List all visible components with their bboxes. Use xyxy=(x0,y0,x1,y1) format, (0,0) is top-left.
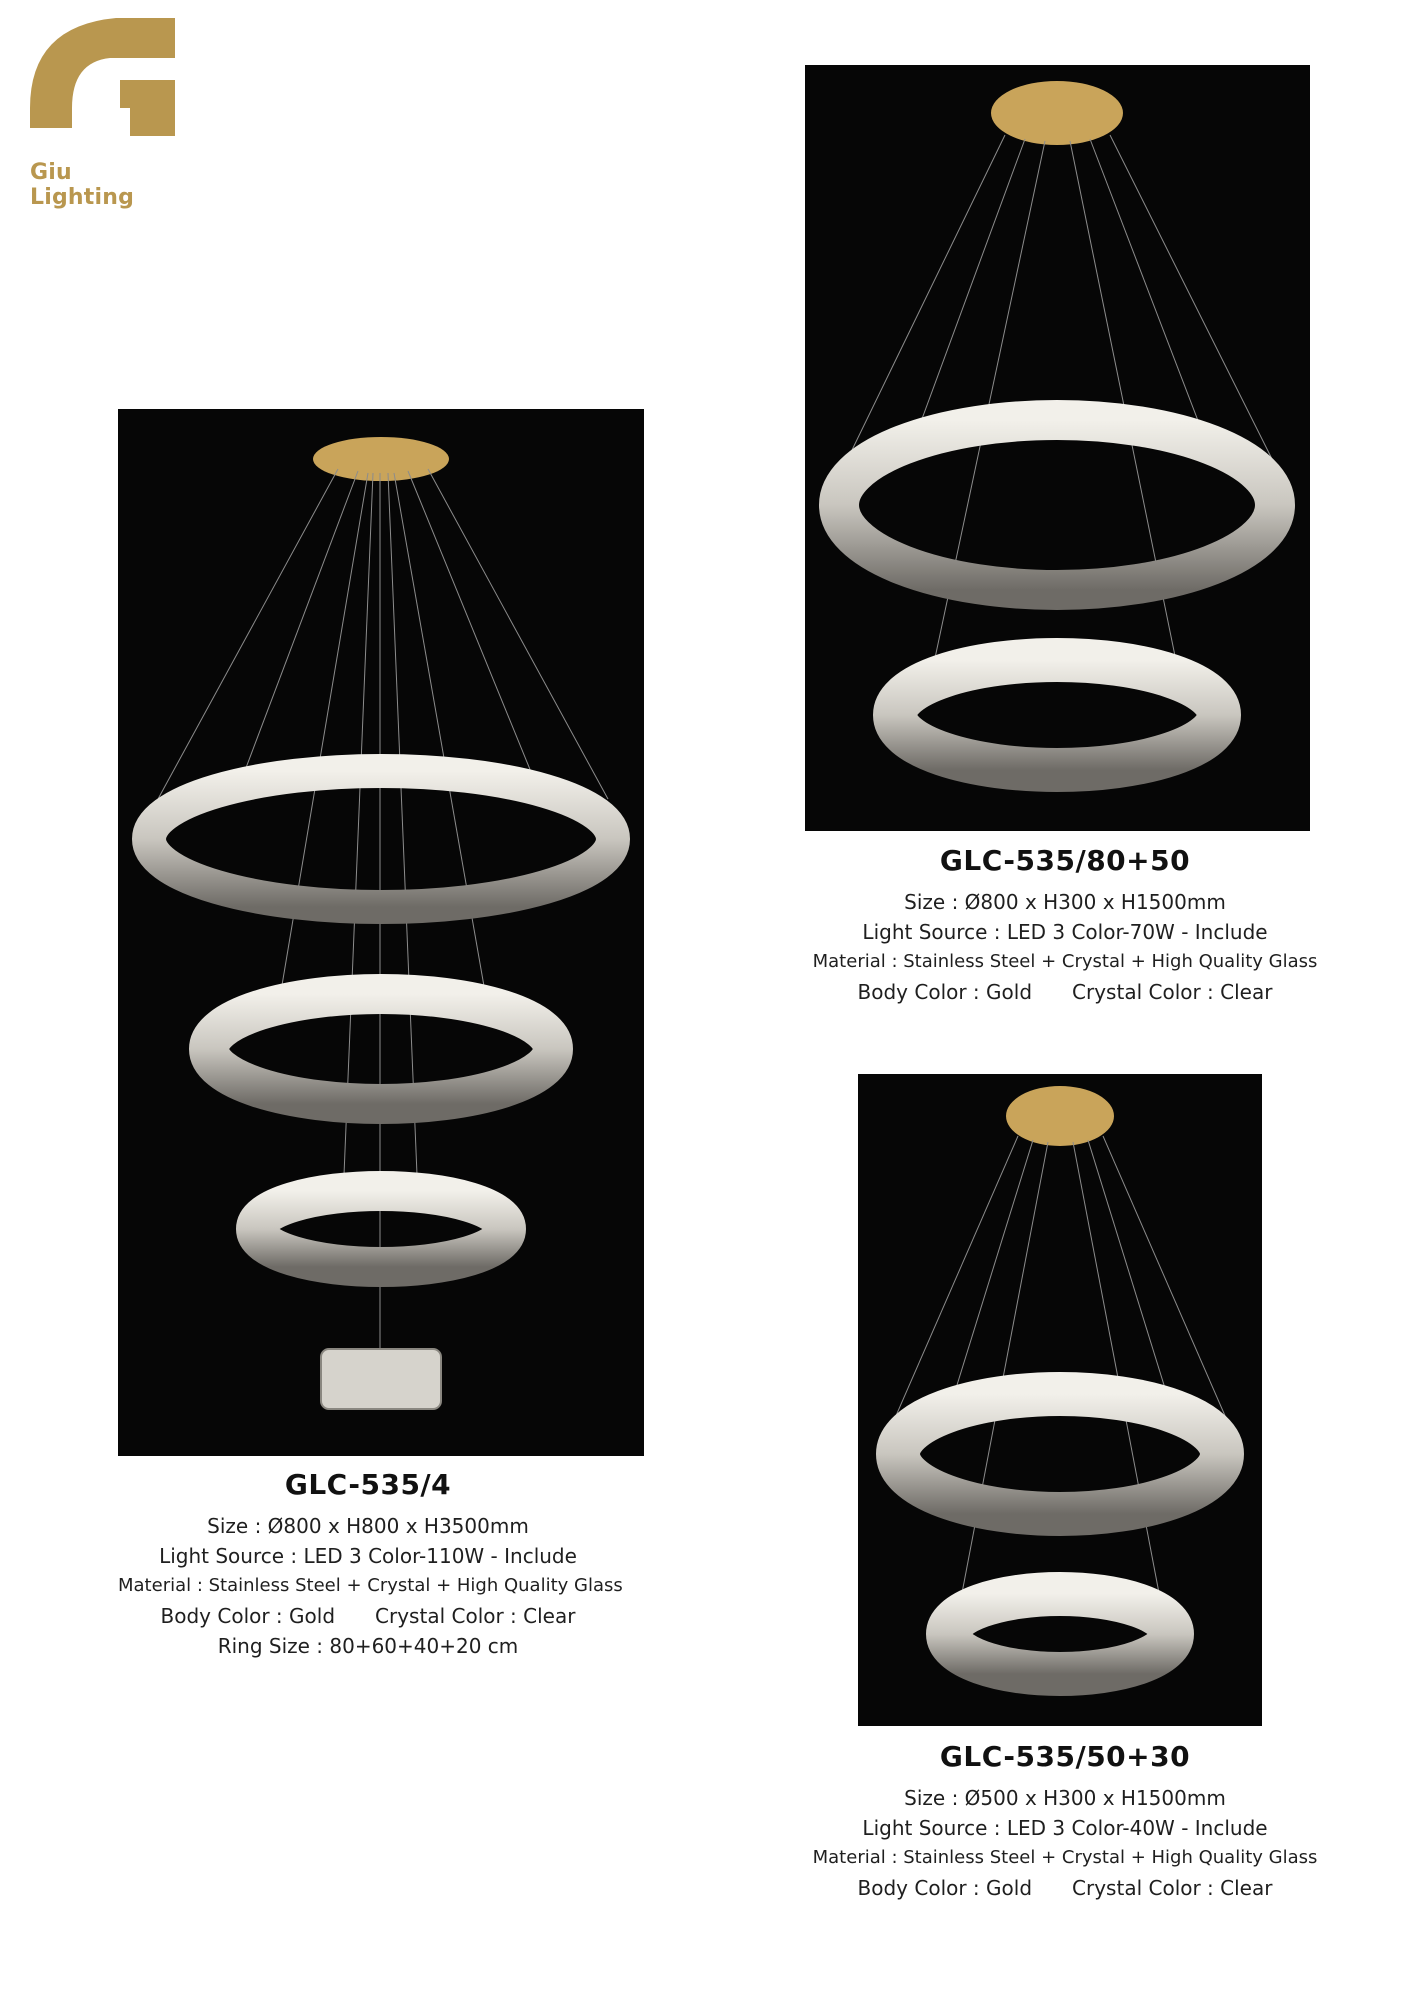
light-source-line: Light Source : LED 3 Color-70W - Include xyxy=(862,920,1268,944)
material-line: Material : Stainless Steel + Crystal + High Quality Glass xyxy=(812,951,1318,972)
product-photo-glc-535-4 xyxy=(118,409,644,1456)
color-row xyxy=(118,1601,618,1631)
crystal-color: Crystal Color : Clear xyxy=(1072,980,1273,1004)
size-line: Size : Ø500 x H300 x H1500mm xyxy=(904,1786,1226,1810)
light-source-line: Light Source : LED 3 Color-40W - Include xyxy=(862,1816,1268,1840)
product-photo-glc-535-50-30 xyxy=(858,1074,1262,1726)
color-row xyxy=(795,977,1335,1007)
size-line: Size : Ø800 x H300 x H1500mm xyxy=(904,890,1226,914)
crystal-color: Crystal Color : Clear xyxy=(1072,1876,1273,1900)
model-title: GLC-535/50+30 xyxy=(939,1740,1191,1773)
body-color: Body Color : Gold xyxy=(857,980,1033,1004)
body-color: Body Color : Gold xyxy=(160,1604,336,1628)
ring-size-line: Ring Size : 80+60+40+20 cm xyxy=(217,1634,519,1658)
material-line: Material : Stainless Steel + Crystal + High Quality Glass xyxy=(118,1575,623,1596)
model-title: GLC-535/4 xyxy=(284,1468,452,1501)
color-row xyxy=(795,1873,1335,1903)
crystal-color: Crystal Color : Clear xyxy=(375,1604,576,1628)
brand-name: Giu Lighting xyxy=(30,160,135,210)
size-line: Size : Ø800 x H800 x H3500mm xyxy=(207,1514,529,1538)
product-spec-glc-535-4 xyxy=(118,1468,623,1661)
product-spec-glc-535-80-50 xyxy=(795,844,1335,1007)
material-line: Material : Stainless Steel + Crystal + High Quality Glass xyxy=(812,1847,1318,1868)
product-spec-glc-535-50-30 xyxy=(795,1740,1335,1903)
light-source-line: Light Source : LED 3 Color-110W - Include xyxy=(159,1544,577,1568)
model-title: GLC-535/80+50 xyxy=(939,844,1191,877)
product-photo-glc-535-80-50 xyxy=(805,65,1310,831)
body-color: Body Color : Gold xyxy=(857,1876,1033,1900)
